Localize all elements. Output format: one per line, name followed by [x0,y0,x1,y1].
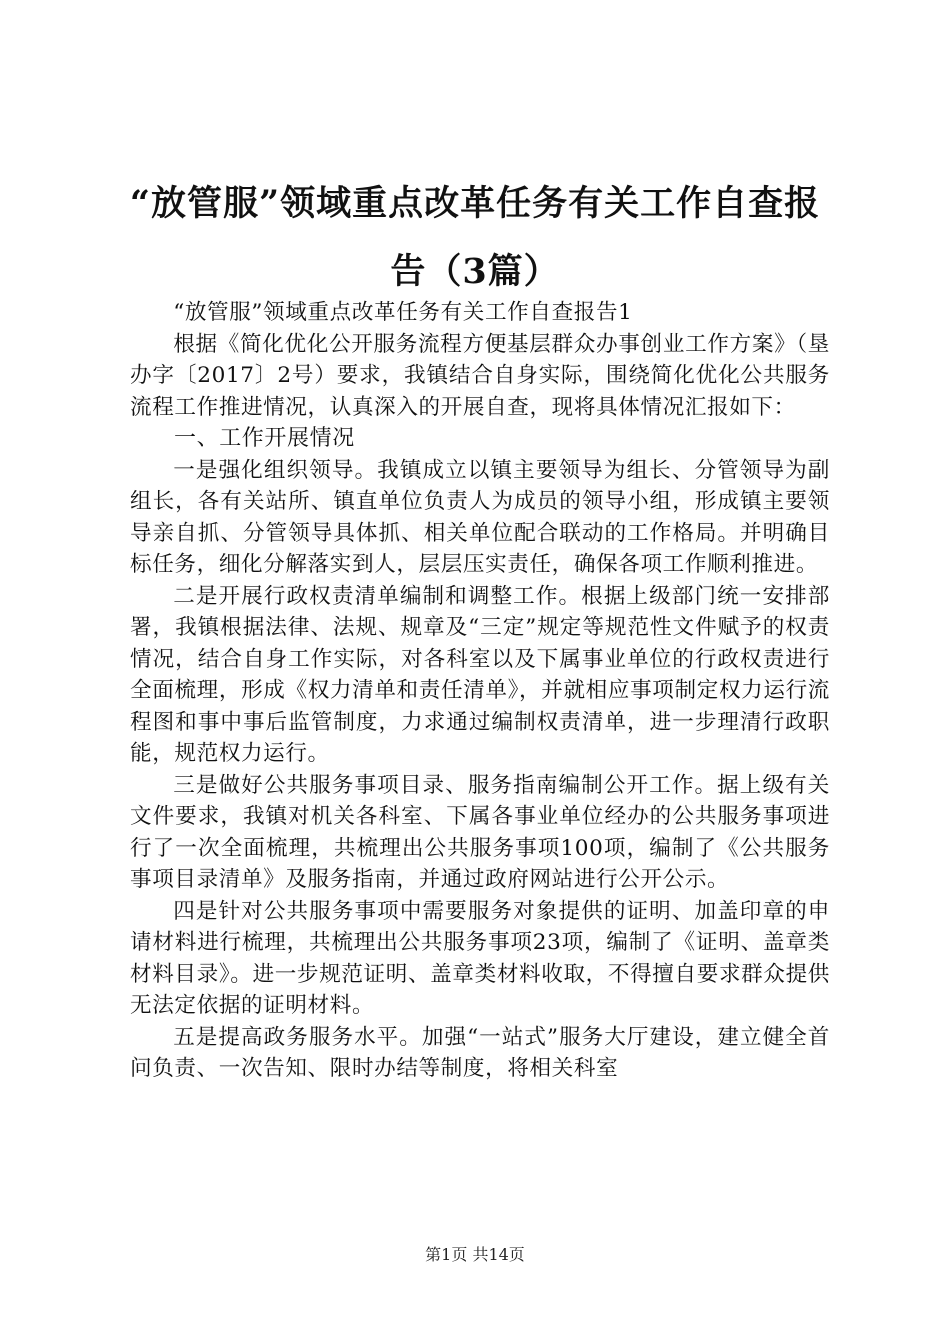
section-heading: 一、工作开展情况 [174,426,355,451]
intro-paragraph: 根据《简化优化公开服务流程方便基层群众办事创业工作方案》（垦办字〔2017〕2号）要求，我镇结合自身实际，围绕简化优化公共服务流程工作推进情况，认真深入的开展自查，现将具体情况汇报如下： [130,331,830,420]
body-paragraph: 四是针对公共服务事项中需要服务对象提供的证明、加盖印章的申请材料进行梳理，共梳理出公共服务事项23项，编制了《证明、盖章类材料目录》。进一步规范证明、盖章类材料收取，不得擅自要求群众提供无法定依据的证明材料。 [130,898,830,1018]
page-number-footer: 第1页 共14页 [425,1245,525,1264]
body-paragraph: 三是做好公共服务事项目录、服务指南编制公开工作。据上级有关文件要求，我镇对机关各科室、下属各事业单位经办的公共服务事项进行了一次全面梳理，共梳理出公共服务事项100项，编制了《公共服务事项目录清单》及服务指南，并通过政府网站进行公开公示。 [130,772,830,892]
document-body [130,297,830,1085]
document-title: “放管服”领域重点改革任务有关工作自查报告（3篇） [129,183,821,292]
report-subtitle: “放管服”领域重点改革任务有关工作自查报告1 [173,300,633,325]
body-paragraph: 一是强化组织领导。我镇成立以镇主要领导为组长、分管领导为副组长，各有关站所、镇直单位负责人为成员的领导小组，形成镇主要领导亲自抓、分管领导具体抓、相关单位配合联动的工作格局。并明确目标任务，细化分解落实到人，层层压实责任，确保各项工作顺利推进。 [130,457,830,577]
body-paragraph: 五是提高政务服务水平。加强“一站式”服务大厅建设，建立健全首问负责、一次告知、限时办结等制度，将相关科室 [130,1024,830,1081]
body-paragraph: 二是开展行政权责清单编制和调整工作。根据上级部门统一安排部署，我镇根据法律、法规、规章及“三定”规定等规范性文件赋予的权责情况，结合自身工作实际，对各科室以及下属事业单位的行政权责进行全面梳理，形成《权力清单和责任清单》，并就相应事项制定权力运行流程图和事中事后监管制度，力求通过编制权责清单，进一步理清行政职能，规范权力运行。 [130,583,830,766]
